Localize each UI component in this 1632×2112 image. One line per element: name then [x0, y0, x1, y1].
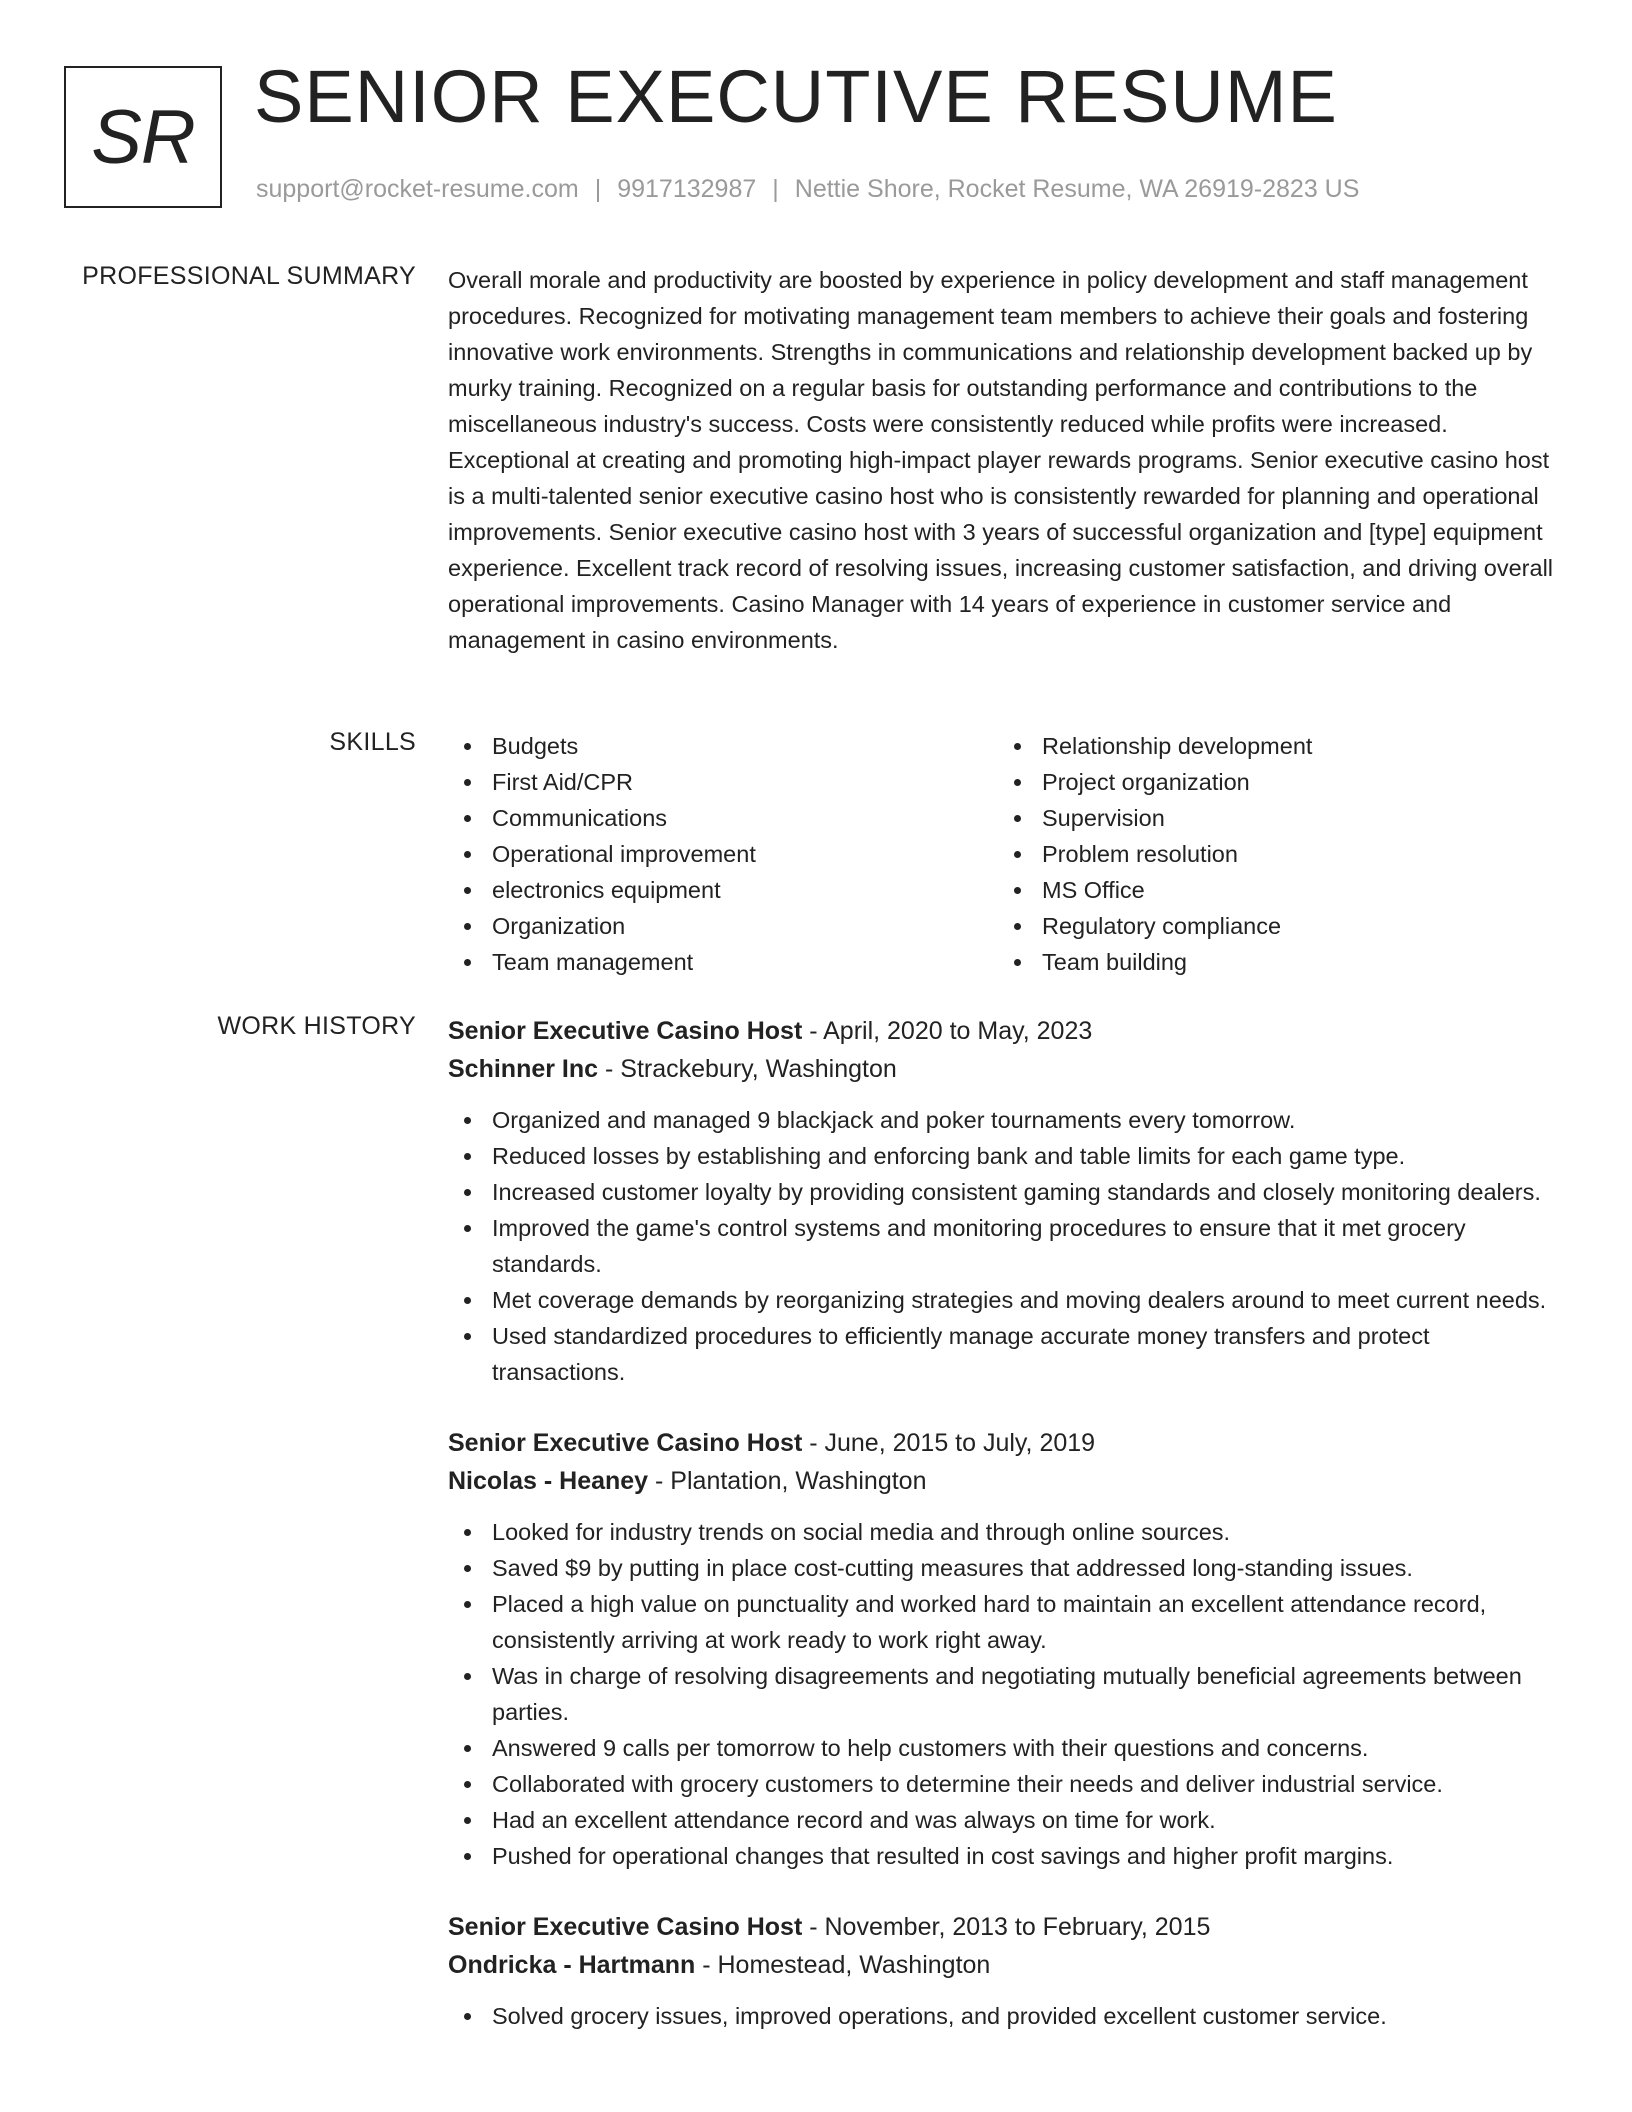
job-location: - Strackebury, Washington — [598, 1055, 897, 1083]
job-dates: - June, 2015 to July, 2019 — [802, 1429, 1096, 1457]
contact-phone[interactable]: 9917132987 — [617, 175, 757, 203]
job-bullet: Reduced losses by establishing and enforcing bank and table limits for each game type. — [448, 1138, 1560, 1174]
job-company: Schinner Inc — [448, 1055, 599, 1083]
skill-item: Relationship development — [998, 728, 1548, 764]
job-title: Senior Executive Casino Host — [448, 1429, 803, 1457]
skills-list-right — [998, 728, 1548, 980]
job-entry — [448, 1424, 1560, 1874]
job-title: Senior Executive Casino Host — [448, 1913, 803, 1941]
job-bullet: Answered 9 calls per tomorrow to help customers with their questions and concerns. — [448, 1730, 1560, 1766]
job-title-line — [448, 1908, 1560, 1946]
job-bullet: Placed a high value on punctuality and worked hard to maintain an excellent attendance record, consistently arriving at work ready to work right away. — [448, 1586, 1560, 1658]
summary-body — [448, 262, 1560, 658]
job-entry — [448, 1012, 1560, 1390]
job-title-line — [448, 1424, 1560, 1462]
contact-separator: | — [594, 175, 602, 203]
skill-item: Team building — [998, 944, 1548, 980]
job-bullet: Collaborated with grocery customers to determine their needs and deliver industrial service. — [448, 1766, 1560, 1802]
job-bullets — [448, 1998, 1560, 2034]
job-bullet: Met coverage demands by reorganizing strategies and moving dealers around to meet current needs. — [448, 1282, 1560, 1318]
job-bullet: Organized and managed 9 blackjack and poker tournaments every tomorrow. — [448, 1102, 1560, 1138]
job-entry — [448, 1908, 1560, 2034]
section-label-summary: PROFESSIONAL SUMMARY — [82, 262, 416, 290]
job-company-line — [448, 1050, 1560, 1088]
work-body — [448, 1012, 1560, 2068]
skill-item: Budgets — [448, 728, 998, 764]
contact-email[interactable]: support@rocket-resume.com — [256, 175, 579, 203]
skills-body — [448, 728, 1560, 980]
job-bullet: Increased customer loyalty by providing consistent gaming standards and closely monitoring dealers. — [448, 1174, 1560, 1210]
job-bullets — [448, 1102, 1560, 1390]
job-bullets — [448, 1514, 1560, 1874]
skill-item: Communications — [448, 800, 998, 836]
job-bullet: Had an excellent attendance record and was always on time for work. — [448, 1802, 1560, 1838]
skill-item: Project organization — [998, 764, 1548, 800]
skill-item: MS Office — [998, 872, 1548, 908]
job-company-line — [448, 1462, 1560, 1500]
job-company-line — [448, 1946, 1560, 1984]
skill-item: Operational improvement — [448, 836, 998, 872]
job-bullet: Used standardized procedures to efficiently manage accurate money transfers and protect transactions. — [448, 1318, 1560, 1390]
job-title: Senior Executive Casino Host — [448, 1017, 803, 1045]
job-bullet: Saved $9 by putting in place cost-cutting measures that addressed long-standing issues. — [448, 1550, 1560, 1586]
skills-list-left — [448, 728, 998, 980]
resume-title: SENIOR EXECUTIVE RESUME — [254, 55, 1338, 138]
job-bullet: Was in charge of resolving disagreements and negotiating mutually beneficial agreements between parties. — [448, 1658, 1560, 1730]
job-dates: - November, 2013 to February, 2015 — [802, 1913, 1211, 1941]
monogram-badge: SR — [64, 66, 222, 208]
job-company: Nicolas - Heaney — [448, 1467, 649, 1495]
skill-item: Supervision — [998, 800, 1548, 836]
job-location: - Plantation, Washington — [648, 1467, 927, 1495]
job-title-line — [448, 1012, 1560, 1050]
skill-item: electronics equipment — [448, 872, 998, 908]
contact-line — [256, 175, 1359, 204]
job-location: - Homestead, Washington — [695, 1951, 991, 1979]
job-bullet: Solved grocery issues, improved operations, and provided excellent customer service. — [448, 1998, 1560, 2034]
skill-item: Team management — [448, 944, 998, 980]
summary-text: Overall morale and productivity are boosted by experience in policy development and staff management procedures. Recognized for motivating management team members to achieve their goals and fostering innovative work environments. Strengths in communications and relationship development backed up by murky training. Recognized on a regular basis for outstanding performance and contributions to the miscellaneous industry's success. Costs were consistently reduced while profits were increased. Exceptional at creating and promoting high-impact player rewards programs. Senior executive casino host is a multi-talented senior executive casino host who is consistently rewarded for planning and operational improvements. Senior executive casino host with 3 years of successful organization and [type] equipment experience. Excellent track record of resolving issues, increasing customer satisfaction, and driving overall operational improvements. Casino Manager with 14 years of experience in customer service and management in casino environments. — [448, 267, 1554, 653]
skill-item: Problem resolution — [998, 836, 1548, 872]
skill-item: Regulatory compliance — [998, 908, 1548, 944]
section-label-skills: SKILLS — [329, 728, 416, 756]
skill-item: First Aid/CPR — [448, 764, 998, 800]
job-bullet: Improved the game's control systems and monitoring procedures to ensure that it met grocery standards. — [448, 1210, 1560, 1282]
job-dates: - April, 2020 to May, 2023 — [802, 1017, 1093, 1045]
skill-item: Organization — [448, 908, 998, 944]
job-bullet: Pushed for operational changes that resulted in cost savings and higher profit margins. — [448, 1838, 1560, 1874]
job-company: Ondricka - Hartmann — [448, 1951, 696, 1979]
contact-address: Nettie Shore, Rocket Resume, WA 26919-2823 US — [794, 175, 1360, 203]
job-bullet: Looked for industry trends on social media and through online sources. — [448, 1514, 1560, 1550]
section-label-work: WORK HISTORY — [217, 1012, 416, 1040]
contact-separator: | — [772, 175, 779, 203]
